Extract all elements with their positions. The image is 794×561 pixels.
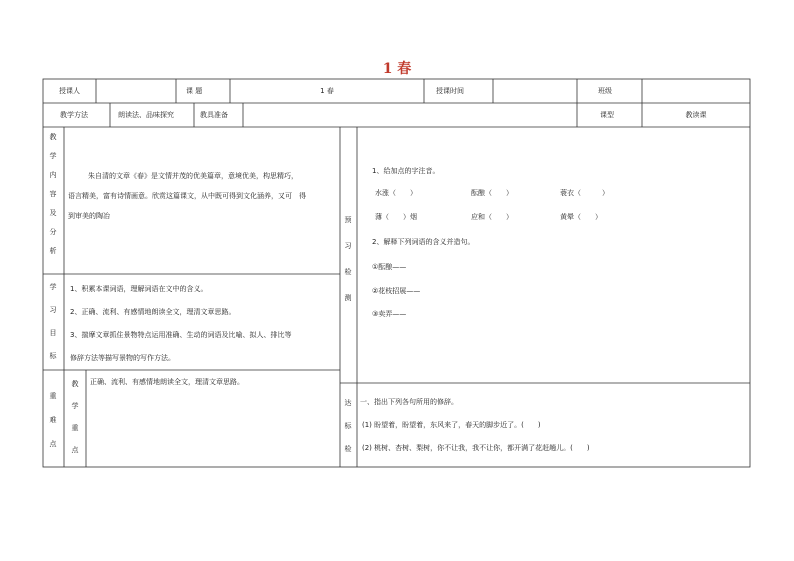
pinyin-item: 薄（ ）烟 (375, 213, 417, 221)
word-item: ①酝酿—— (372, 263, 407, 271)
objectives-section-label: 学 习 目 标 (49, 283, 57, 360)
tools-label: 教具准备 (200, 111, 228, 119)
class-label: 班级 (598, 87, 612, 95)
pinyin-item: 蓑衣（ ） (560, 189, 609, 197)
objective-item: 2、正确、流利、有感情地朗读全文，理清文章思路。 (70, 308, 236, 316)
document-title: 1 春 (382, 61, 412, 77)
lesson-label: 课 题 (186, 87, 203, 95)
objectives-list (70, 278, 291, 370)
word-item: ②花枝招展—— (372, 287, 421, 295)
pinyin-item: 黄晕（ ） (560, 213, 602, 221)
pinyin-item: 水涨（ ） (375, 189, 417, 197)
key-points-sub-label: 教 学 重 点 (71, 380, 79, 454)
objective-item: 3、揣摩文章抓住景物特点运用准确、生动的词语及比喻、拟人、排比等 (70, 331, 292, 339)
practice-item: (2) 桃树、杏树、梨树，你不让我，我不让你，都开满了花赶趟儿。( ) (362, 444, 590, 452)
method-value: 朗读法、品味探究 (118, 111, 174, 119)
lesson-value: 1 春 (320, 87, 334, 95)
word-item: ③卖弄—— (372, 310, 407, 318)
preview-section-label: 预 习 检 测 (344, 216, 352, 302)
practice-section-label: 达 标 检 (344, 399, 352, 453)
type-label: 课型 (600, 111, 614, 119)
key-points-label: 重 难 点 (49, 392, 57, 448)
preview-question-2: 2、解释下列词语的含义并造句。 (372, 238, 475, 246)
practice-heading: 一、指出下列各句所用的修辞。 (360, 398, 458, 406)
key-points-text: 正确、流利、有感情地朗读全文，理清文章思路。 (90, 378, 244, 386)
method-label: 教学方法 (60, 111, 88, 119)
objective-item: 1、积累本课词语，理解词语在文中的含义。 (70, 285, 208, 293)
preview-question-1: 1、给加点的字注音。 (372, 167, 440, 175)
analysis-text: 朱自清的文章《春》是文情并茂的优美篇章，意境优美，构思精巧， 语言精美，富有诗情画意。欣赏这篇课文，从中既可得到文化涵养，又可 得 到审美的陶冶 (68, 172, 306, 220)
practice-item: (1) 盼望着，盼望着，东风来了，春天的脚步近了。( ) (362, 421, 541, 429)
teacher-label: 授课人 (59, 87, 80, 95)
pinyin-item: 酝酿（ ） (471, 189, 513, 197)
pinyin-item: 应和（ ） (471, 213, 513, 221)
analysis-section-label: 教 学 内 容 及 分 析 (49, 133, 57, 255)
objective-item: 修辞方法等描写景物的写作方法。 (70, 354, 175, 362)
type-value: 教读课 (685, 111, 707, 119)
time-label: 授课时间 (436, 87, 464, 95)
